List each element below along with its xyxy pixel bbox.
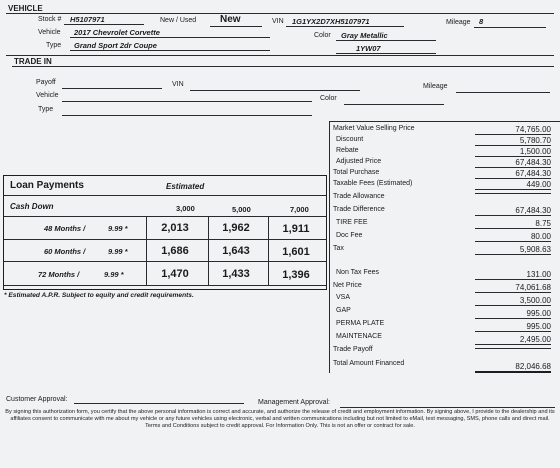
- cost-value: 5,780.70: [475, 136, 551, 146]
- loan-payment: 1,962: [222, 222, 250, 234]
- loan-payment: 1,686: [161, 245, 189, 257]
- loan-payment: 1,911: [282, 223, 310, 235]
- loan-payment: 1,470: [161, 268, 189, 280]
- divider: [6, 13, 554, 14]
- cost-value: 67,484.30: [475, 169, 551, 179]
- cost-label: PERMA PLATE: [336, 320, 385, 327]
- trade-color-label: Color: [320, 95, 337, 102]
- cost-label: Rebate: [336, 147, 359, 154]
- loan-term: 60 Months /: [44, 247, 86, 256]
- divider: [268, 216, 269, 285]
- mileage-label: Mileage: [446, 19, 471, 26]
- cost-label: Discount: [336, 136, 364, 143]
- vehicle-label: Vehicle: [38, 29, 61, 36]
- cost-value: 1,500.00: [475, 147, 551, 157]
- estimated-label: Estimated: [166, 182, 205, 191]
- cost-label: Total Amount Financed: [333, 360, 405, 367]
- loan-payments-title: Loan Payments: [10, 180, 84, 191]
- cost-label: Market Value Selling Price: [333, 125, 415, 132]
- field-underline: [64, 24, 144, 25]
- cost-label: Net Price: [333, 282, 362, 289]
- divider: [329, 121, 560, 122]
- divider: [4, 261, 326, 262]
- loan-rate: 9.99 *: [108, 247, 128, 256]
- cost-label: Total Purchase: [333, 169, 380, 176]
- divider: [6, 55, 554, 56]
- divider: [12, 66, 554, 67]
- payoff-label: Payoff: [36, 79, 56, 86]
- divider: [4, 285, 326, 286]
- cost-label: Doc Fee: [336, 232, 363, 239]
- cost-value: 67,484.30: [475, 158, 551, 168]
- field-underline: [70, 50, 270, 51]
- disclaimer-text: By signing this authorization form, you certify that the above personal information is correct and accurate, and authorize the release of credit and employment information. By signing above, I provide to the dealership and its affiliates consent to communicate with me about my vehicle or any future vehicles using electronic, verbal and written communications including but not limited to eMail, text messaging, SMS, phone calls and direct mail. Terms and Conditions subject to credit approval. For Information Only. This is not an offer or contract for sale.: [5, 409, 555, 429]
- loan-payment: 2,013: [161, 222, 189, 234]
- field-underline: [344, 104, 444, 105]
- cost-value: 449.00: [475, 180, 551, 190]
- cost-label: MAINTENACE: [336, 333, 382, 340]
- cost-value: 995.00: [475, 322, 551, 332]
- cost-label: VSA: [336, 294, 351, 301]
- trade-in-section-title: TRADE IN: [14, 57, 52, 66]
- cost-label: Trade Allowance: [333, 193, 385, 200]
- field-underline: [474, 27, 546, 28]
- cost-label: Trade Payoff: [333, 346, 373, 353]
- cost-value: 82,046.68: [475, 362, 551, 373]
- cost-value: 131.00: [475, 270, 551, 280]
- field-underline: [62, 101, 312, 102]
- loan-payment: 1,643: [222, 245, 250, 257]
- cost-value: 74,061.68: [475, 283, 551, 293]
- divider: [208, 216, 209, 285]
- cost-label: GAP: [336, 307, 351, 314]
- color-value: Gray Metallic: [341, 31, 388, 40]
- field-underline: [456, 92, 550, 93]
- cost-value: 2,495.00: [475, 335, 551, 345]
- trade-vin-label: VIN: [172, 81, 184, 88]
- cost-value: 3,500.00: [475, 296, 551, 306]
- loan-rate: 9.99 *: [108, 224, 128, 233]
- trade-vehicle-label: Vehicle: [36, 92, 59, 99]
- cost-value: [475, 348, 551, 349]
- new-used-label: New / Used: [160, 17, 197, 24]
- stock-value: H5107971: [70, 15, 105, 24]
- field-underline: [210, 26, 262, 27]
- cost-column-border: [329, 121, 330, 373]
- vehicle-section-title: VEHICLE: [8, 4, 43, 13]
- field-underline: [190, 90, 360, 91]
- field-underline: [336, 40, 436, 41]
- cash-down-label: Cash Down: [10, 202, 54, 211]
- cost-label: Taxable Fees (Estimated): [333, 180, 413, 187]
- cost-label: TIRE FEE: [336, 219, 368, 226]
- vehicle-value: 2017 Chevrolet Corvette: [74, 28, 160, 37]
- cost-value: 5,908.63: [475, 245, 551, 255]
- cost-label: Tax: [333, 245, 344, 252]
- stock-label: Stock #: [38, 16, 62, 23]
- cost-value: 80.00: [475, 232, 551, 242]
- field-underline: [336, 53, 436, 54]
- cash-down-amount: 3,000: [176, 204, 195, 213]
- divider: [4, 195, 326, 196]
- mileage-value: 8: [479, 17, 484, 26]
- loan-payment: 1,433: [222, 268, 250, 280]
- customer-approval-label: Customer Approval:: [6, 396, 68, 403]
- loan-term: 48 Months /: [44, 224, 86, 233]
- type-label: Type: [46, 42, 62, 49]
- trade-mileage-label: Mileage: [423, 83, 448, 90]
- vin-value: 1G1YX2D7XH5107971: [292, 17, 370, 26]
- cash-down-amount: 7,000: [290, 205, 309, 214]
- divider: [146, 216, 147, 285]
- cost-label: Trade Difference: [333, 206, 385, 213]
- vin-label: VIN: [272, 18, 284, 25]
- loan-rate: 9.99 *: [104, 270, 124, 279]
- apr-footnote: * Estimated A.P.R. Subject to equity and credit requirements.: [4, 292, 194, 299]
- color-label: Color: [314, 32, 331, 39]
- cost-value: 8.75: [475, 219, 551, 229]
- cost-label: Non Tax Fees: [336, 269, 380, 276]
- field-underline: [62, 115, 312, 116]
- loan-term: 72 Months /: [38, 270, 80, 279]
- type-value: Grand Sport 2dr Coupe: [74, 41, 157, 50]
- cash-down-amount: 5,000: [232, 205, 251, 214]
- loan-payment: 1,396: [282, 269, 310, 281]
- signature-line: [74, 403, 244, 404]
- cost-label: Adjusted Price: [336, 158, 382, 165]
- cost-value: 74,765.00: [475, 125, 551, 135]
- field-underline: [70, 37, 270, 38]
- loan-payment: 1,601: [282, 246, 310, 258]
- divider: [4, 239, 326, 240]
- cost-value: 995.00: [475, 309, 551, 319]
- management-approval-label: Management Approval:: [258, 399, 330, 406]
- divider: [4, 216, 326, 217]
- model-code-value: 1YW07: [356, 44, 381, 53]
- cost-value: 67,484.30: [475, 206, 551, 216]
- signature-line: [340, 407, 555, 408]
- field-underline: [286, 26, 404, 27]
- new-used-value: New: [220, 14, 241, 25]
- trade-type-label: Type: [38, 106, 54, 113]
- cost-value: [475, 193, 551, 194]
- field-underline: [62, 88, 162, 89]
